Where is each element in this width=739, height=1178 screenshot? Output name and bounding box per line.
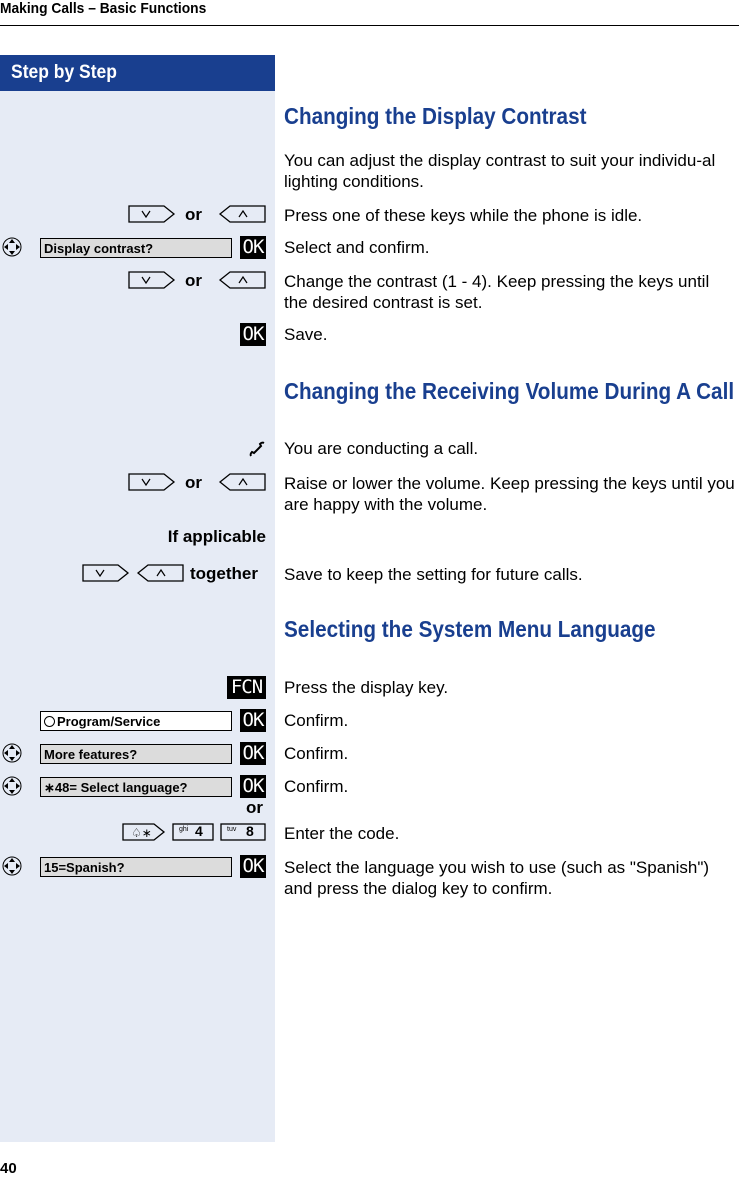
ok-key[interactable]: OK — [240, 709, 266, 732]
navigation-key-icon — [2, 856, 22, 876]
asterisk-icon: ∗ — [44, 780, 55, 795]
select-language-option[interactable]: ∗48= Select language? — [40, 777, 232, 797]
display-contrast-option[interactable]: Display contrast? — [40, 238, 232, 258]
program-service-option[interactable]: Program/Service — [40, 711, 232, 731]
language-step-2: Confirm. — [284, 711, 349, 730]
navigation-key-icon — [2, 743, 22, 763]
section-heading-menu-language: Selecting the System Menu Language — [284, 616, 656, 642]
ok-key[interactable]: OK — [240, 323, 266, 346]
up-key-icon — [218, 205, 266, 223]
navigation-key-icon — [2, 776, 22, 796]
language-step-1: Press the display key. — [284, 678, 449, 697]
or-label: or — [185, 205, 202, 224]
contrast-intro: You can adjust the display contrast to suit your individu-al lighting conditions. — [284, 151, 716, 191]
down-key-icon — [82, 564, 130, 582]
more-features-option[interactable]: More features? — [40, 744, 232, 764]
contrast-step-2: Select and confirm. — [284, 238, 430, 257]
step-by-step-heading: Step by Step — [0, 55, 275, 91]
language-step-5: Enter the code. — [284, 824, 400, 843]
spanish-option[interactable]: 15=Spanish? — [40, 857, 232, 877]
svg-text:♤∗: ♤∗ — [131, 826, 152, 840]
together-label: together — [190, 564, 258, 583]
running-header: Making Calls – Basic Functions — [0, 0, 207, 17]
navigation-key-icon — [2, 237, 22, 257]
volume-step-2: Raise or lower the volume. Keep pressing the keys until you are happy with the volume. — [284, 474, 735, 514]
language-step-4: Confirm. — [284, 777, 349, 796]
down-key-icon — [128, 205, 176, 223]
or-label: or — [185, 271, 202, 290]
ok-key[interactable]: OK — [240, 855, 266, 878]
digit-8-key-icon: tuv 8 — [220, 823, 266, 841]
down-key-icon — [128, 473, 176, 491]
up-key-icon — [136, 564, 184, 582]
or-label: or — [185, 473, 202, 492]
language-step-6: Select the language you wish to use (such as "Spanish") and press the dialog key to confirm. — [284, 858, 710, 898]
fcn-key[interactable]: FCN — [227, 676, 266, 699]
contrast-step-1: Press one of these keys while the phone is idle. — [284, 206, 643, 225]
section-heading-display-contrast: Changing the Display Contrast — [284, 103, 587, 129]
or-label: or — [246, 798, 263, 817]
ok-key[interactable]: OK — [240, 775, 266, 798]
section-heading-receiving-volume: Changing the Receiving Volume During A Call — [284, 378, 735, 404]
ok-key[interactable]: OK — [240, 236, 266, 259]
circle-icon — [44, 716, 55, 727]
contrast-step-3: Change the contrast (1 - 4). Keep pressing the keys until the desired contrast is set. — [284, 272, 710, 312]
digit-4-key-icon: ghi 4 — [172, 823, 214, 841]
if-applicable-label: If applicable — [167, 527, 266, 546]
ok-key[interactable]: OK — [240, 742, 266, 765]
volume-step-1: You are conducting a call. — [284, 439, 479, 458]
volume-step-3: Save to keep the setting for future calls. — [284, 565, 583, 584]
down-key-icon — [128, 271, 176, 289]
handset-icon — [248, 440, 266, 458]
up-key-icon — [218, 473, 266, 491]
star-key-icon — [122, 823, 166, 841]
up-key-icon — [218, 271, 266, 289]
contrast-step-4: Save. — [284, 325, 328, 344]
language-step-3: Confirm. — [284, 744, 349, 763]
header-rule — [0, 25, 739, 26]
page-number: 40 — [0, 1160, 17, 1177]
